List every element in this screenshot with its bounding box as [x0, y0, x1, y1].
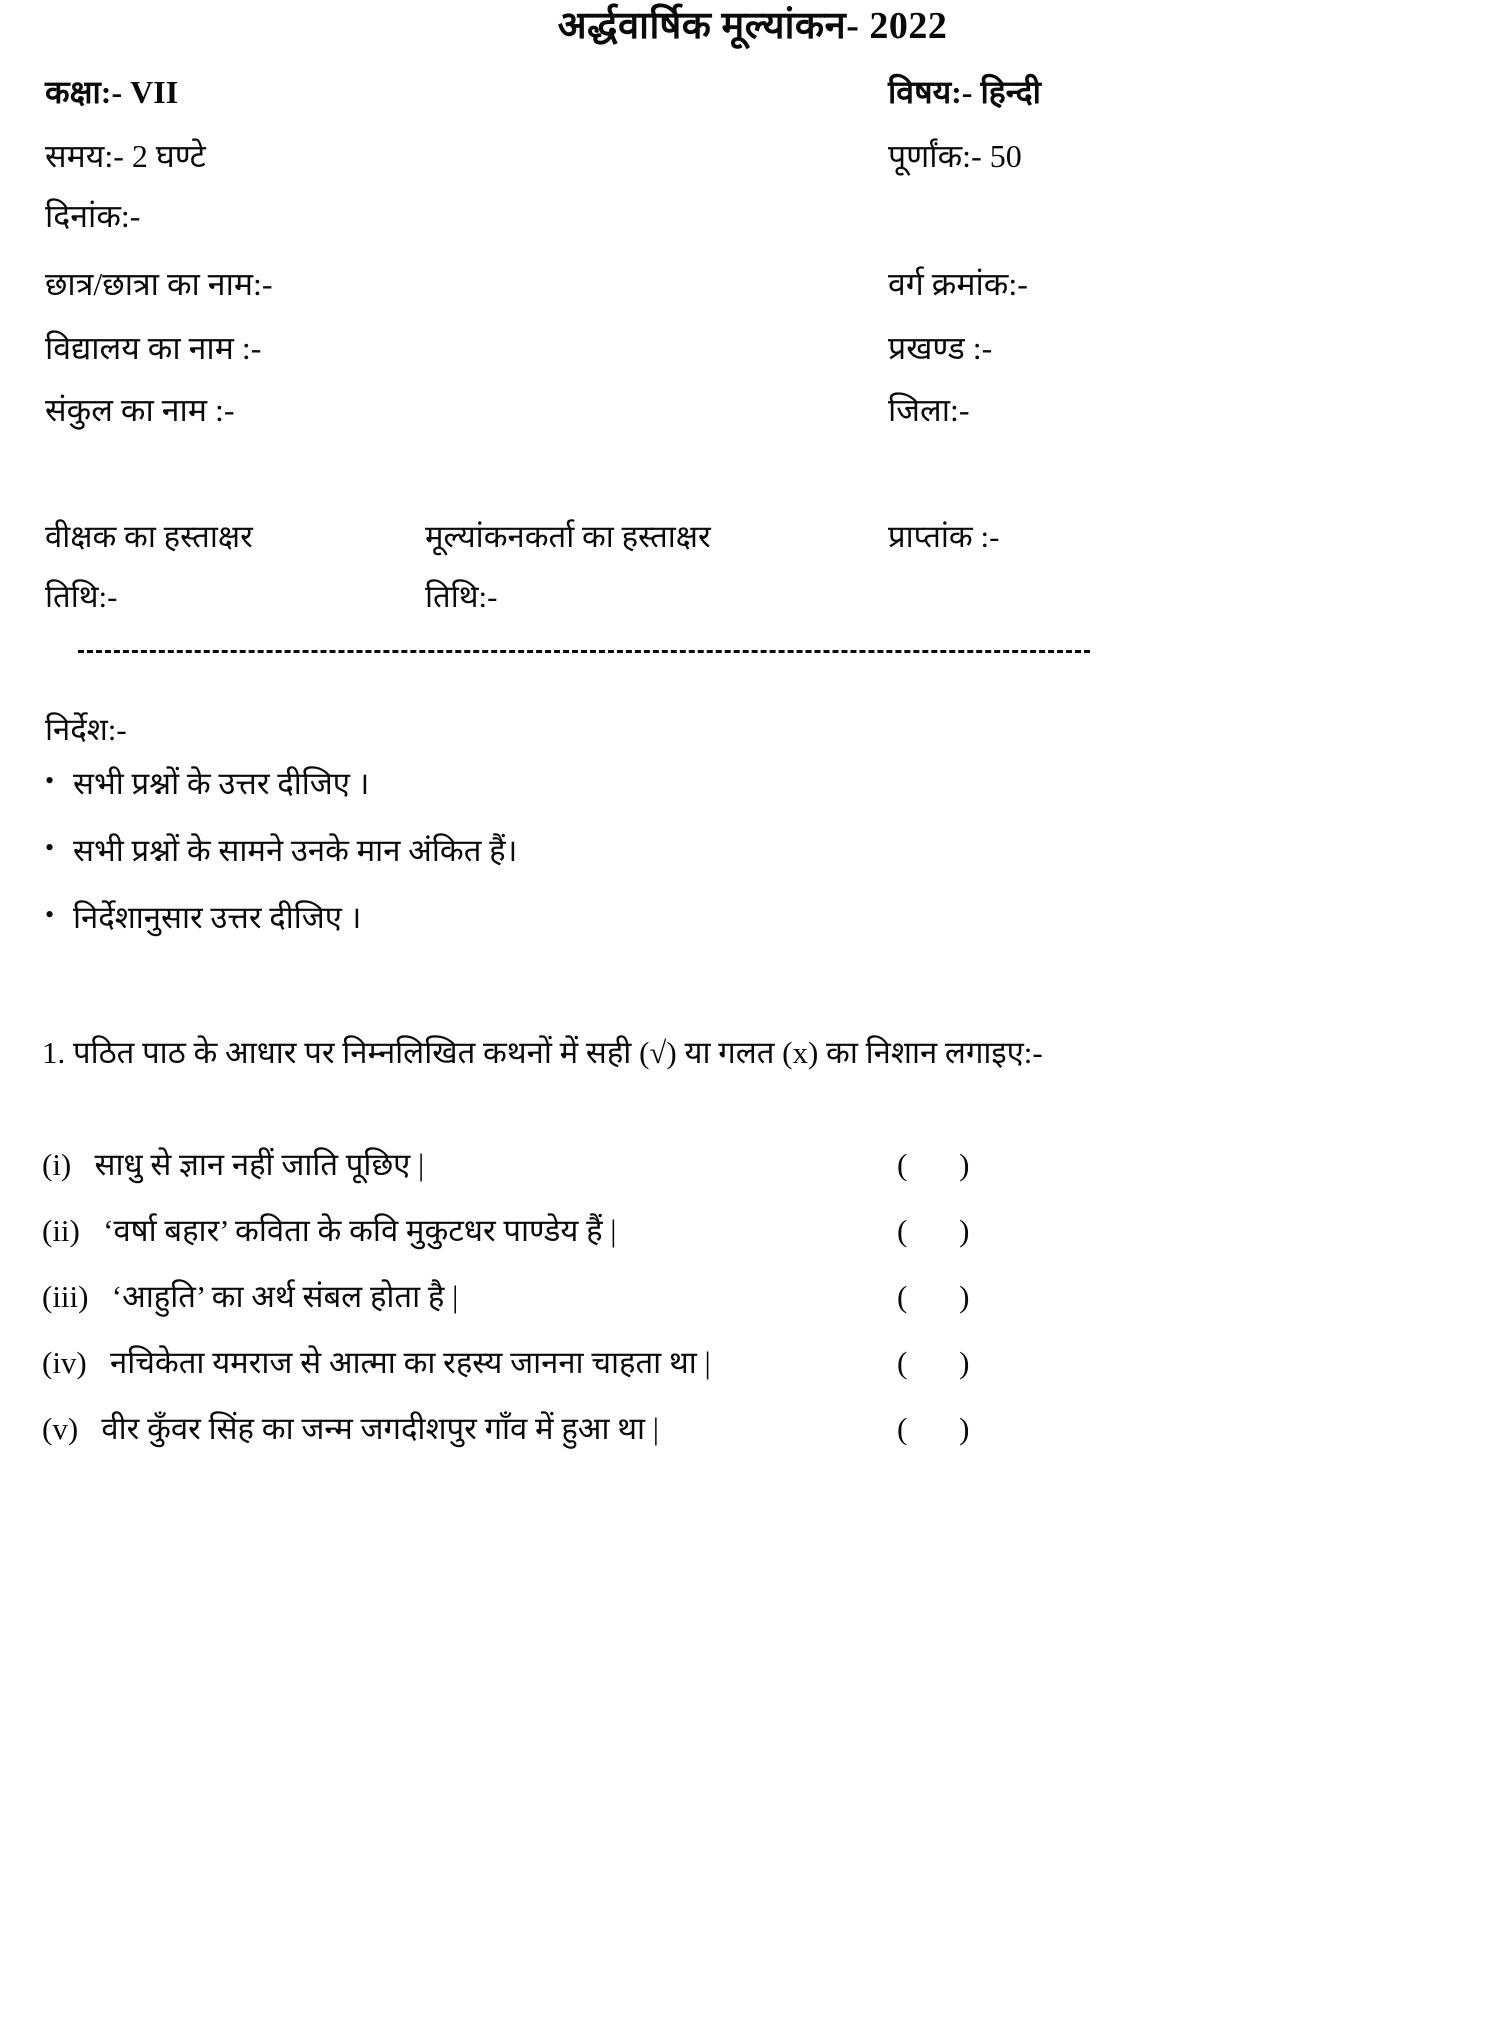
subitem-text: ‘वर्षा बहार’ कविता के कवि मुकुटधर पाण्डेय हैं |: [103, 1213, 617, 1248]
field-class-value: VII: [130, 74, 179, 110]
field-date: [45, 196, 140, 236]
field-school-name-label: विद्यालय का नाम :-: [45, 330, 262, 366]
answer-blank[interactable]: ( ): [897, 1279, 992, 1314]
page-title: अर्द्धवार्षिक मूल्यांकन- 2022: [557, 5, 948, 47]
bullet-icon: •: [45, 899, 55, 929]
subitem-label: (i): [42, 1147, 72, 1182]
instruction-text: निर्देशानुसार उत्तर दीजिए ।: [73, 899, 362, 935]
answer-blank[interactable]: ( ): [897, 1213, 992, 1248]
field-class: [45, 72, 178, 112]
invigilator-date-label: तिथि:-: [45, 579, 118, 614]
instructions-list: [45, 765, 517, 965]
field-district: [888, 390, 970, 430]
answer-blank[interactable]: ( ): [897, 1411, 992, 1446]
field-student-name: [45, 264, 273, 304]
field-subject-value: हिन्दी: [980, 74, 1041, 110]
instruction-text: सभी प्रश्नों के उत्तर दीजिए ।: [73, 766, 370, 801]
subitem-label: (v): [42, 1411, 79, 1446]
field-time: [45, 136, 206, 176]
answer-blank[interactable]: ( ): [897, 1147, 992, 1182]
question-1-subitems: [42, 1132, 1442, 1462]
field-block-label: प्रखण्ड :-: [888, 330, 993, 366]
subitem-text: वीर कुँवर सिंह का जन्म जगदीशपुर गाँव में हुआ था |: [101, 1411, 660, 1446]
question-subitem-row: [42, 1396, 1442, 1462]
subitem-label: (iii): [42, 1279, 89, 1314]
subitem-text: साधु से ज्ञान नहीं जाति पूछिए |: [94, 1147, 425, 1182]
subitem-label: (iv): [42, 1345, 87, 1380]
evaluator-signature-label: मूल्यांकनकर्ता का हस्ताक्षर: [425, 519, 711, 554]
question-1-number: 1.: [42, 1035, 66, 1070]
question-subitem-row: [42, 1198, 1442, 1264]
field-class-label: कक्षा:-: [45, 74, 123, 110]
subitem-text: ‘आहुति’ का अर्थ संबल होता है |: [111, 1279, 459, 1314]
field-total-marks-value: 50: [989, 138, 1022, 174]
list-item: [45, 832, 517, 871]
field-subject: [888, 72, 1041, 112]
subitem-text: नचिकेता यमराज से आत्मा का रहस्य जानना चाहता था |: [110, 1345, 711, 1380]
question-subitem-row: [42, 1264, 1442, 1330]
question-subitem-row: [42, 1132, 1442, 1198]
question-subitem-row: [42, 1330, 1442, 1396]
dashed-divider: [78, 650, 1090, 656]
field-roll-number: [888, 264, 1028, 304]
subitem-label: (ii): [42, 1213, 80, 1248]
list-item: [45, 899, 517, 938]
answer-blank[interactable]: ( ): [897, 1345, 992, 1380]
field-subject-label: विषय:-: [888, 74, 973, 110]
bullet-icon: •: [45, 766, 55, 795]
question-1-text: पठित पाठ के आधार पर निम्नलिखित कथनों में सही (√) या गलत (x) का निशान लगाइए:-: [73, 1035, 1043, 1070]
field-school-name: [45, 328, 261, 368]
question-1-stem: [42, 1026, 1332, 1079]
field-total-marks: [888, 136, 1022, 176]
field-block: [888, 328, 992, 368]
field-time-value: 2 घण्टे: [131, 138, 206, 174]
field-time-label: समय:-: [45, 138, 124, 174]
field-cluster-name: [45, 390, 235, 430]
field-roll-number-label: वर्ग क्रमांक:-: [888, 266, 1028, 302]
field-student-name-label: छात्र/छात्रा का नाम:-: [45, 266, 273, 302]
obtained-marks-label: प्राप्तांक :-: [888, 519, 1000, 554]
field-district-label: जिला:-: [888, 392, 970, 428]
field-date-label: दिनांक:-: [45, 198, 141, 234]
list-item: [45, 765, 517, 804]
invigilator-signature-label: वीक्षक का हस्ताक्षर: [45, 519, 253, 554]
instruction-text: सभी प्रश्नों के सामने उनके मान अंकित हैं।: [73, 832, 518, 868]
evaluator-date-label: तिथि:-: [425, 579, 498, 614]
bullet-icon: •: [45, 832, 55, 862]
field-total-marks-label: पूर्णांक:-: [888, 138, 982, 174]
instructions-heading: निर्देश:-: [45, 712, 127, 747]
field-cluster-name-label: संकुल का नाम :-: [45, 392, 235, 428]
